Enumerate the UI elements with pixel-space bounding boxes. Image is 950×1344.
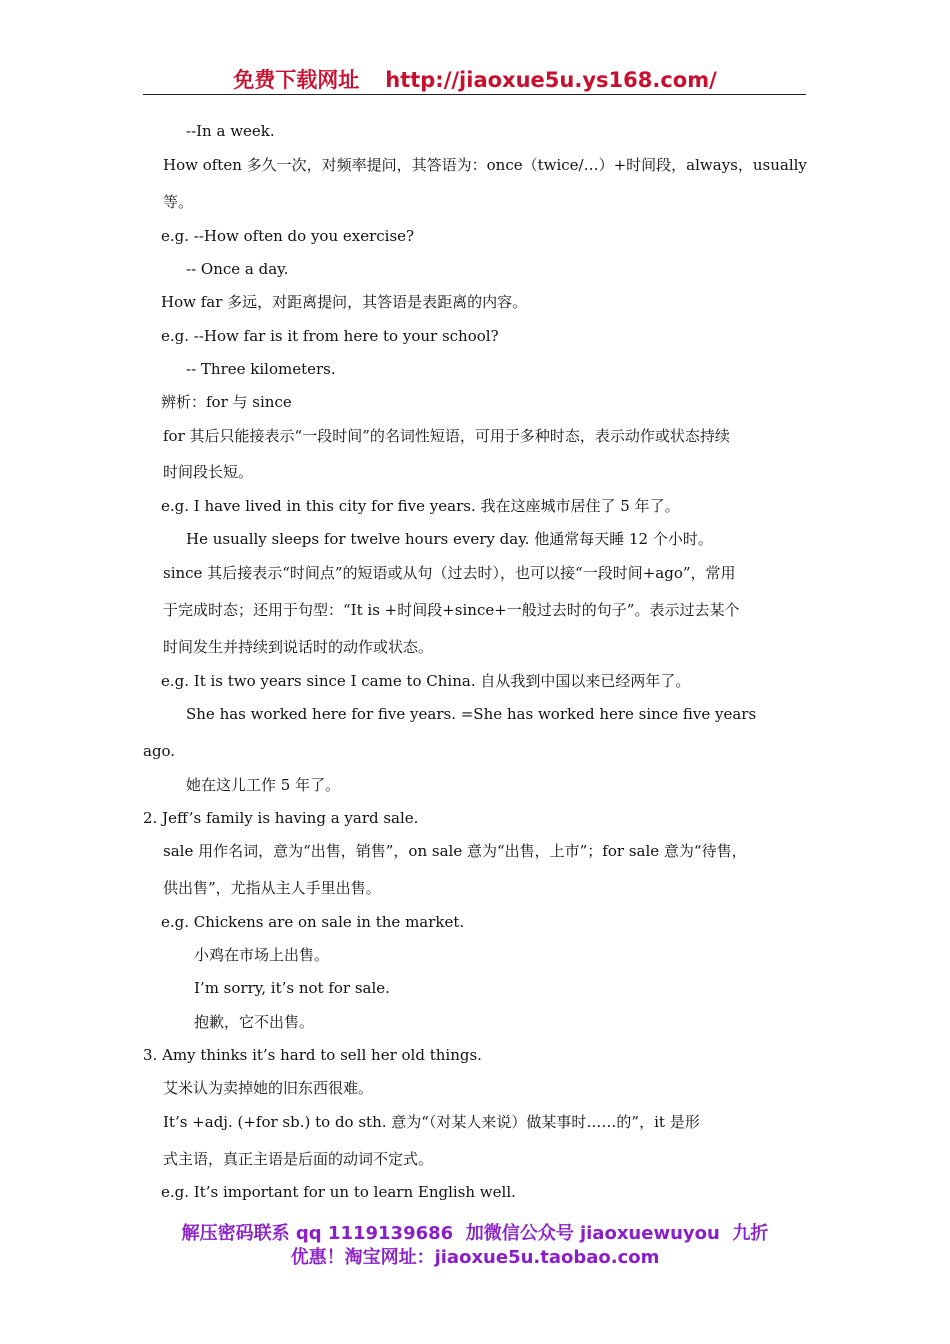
text-line: e.g. --How far is it from here to your school? [161, 327, 499, 345]
text-line: 她在这儿工作 5 年了。 [186, 776, 341, 794]
text-line: sale 用作名词，意为“出售，销售”，on sale 意为“出售，上市”；for sale 意为“待售， [163, 842, 747, 860]
text-line: 于完成时态；还用于句型：“It is +时间段+since+一般过去时的句子”。表示过去某个 [163, 601, 740, 619]
header-label: 免费下载网址 [233, 68, 360, 92]
text-line: 小鸡在市场上出售。 [194, 946, 330, 964]
text-line: --In a week. [186, 122, 275, 140]
text-line: It’s +adj. (+for sb.) to do sth. 意为“（对某人来说）做某事时……的”，it 是形 [163, 1113, 700, 1131]
text-line: 时间段长短。 [163, 463, 254, 481]
text-line: 式主语，真正主语是后面的动词不定式。 [163, 1150, 434, 1168]
header-url: http://jiaoxue5u.ys168.com/ [385, 68, 717, 92]
page-header [0, 64, 950, 94]
text-line: He usually sleeps for twelve hours every day. 他通常每天睡 12 个小时。 [186, 530, 713, 548]
text-line: 艾米认为卖掉她的旧东西很难。 [163, 1079, 374, 1097]
text-line: She has worked here for five years. =She has worked here since five years [186, 705, 757, 723]
text-line: 抱歉，它不出售。 [194, 1013, 315, 1031]
text-line: e.g. It’s important for un to learn English well. [161, 1183, 516, 1201]
text-line: 时间发生并持续到说话时的动作或状态。 [163, 638, 434, 656]
footer-shop-line: 优惠！淘宝网址：jiaoxue5u.taobao.com [290, 1247, 660, 1268]
text-line: How often 多久一次，对频率提问，其答语为：once（twice/…）+时间段，always，usually [163, 156, 807, 174]
text-line: e.g. I have lived in this city for five years. 我在这座城市居住了 5 年了。 [161, 497, 680, 515]
text-line: -- Once a day. [186, 260, 289, 278]
text-line: I’m sorry, it’s not for sale. [194, 979, 390, 997]
header-divider [143, 94, 806, 95]
text-line: since 其后接表示“时间点”的短语或从句（过去时），也可以接“一段时间+ago”，常用 [163, 564, 736, 582]
text-line: 等。 [163, 193, 194, 211]
text-line: 2. Jeff’s family is having a yard sale. [143, 809, 419, 827]
text-line: e.g. --How often do you exercise? [161, 227, 415, 245]
text-line: ago. [143, 742, 176, 760]
text-line: for 其后只能接表示“一段时间”的名词性短语，可用于多种时态，表示动作或状态持续 [163, 427, 730, 445]
text-line: 供出售”，尤指从主人手里出售。 [163, 879, 381, 897]
text-line: -- Three kilometers. [186, 360, 336, 378]
text-line: e.g. It is two years since I came to China. 自从我到中国以来已经两年了。 [161, 672, 691, 690]
text-line: How far 多远，对距离提问，其答语是表距离的内容。 [161, 293, 528, 311]
text-line: 3. Amy thinks it’s hard to sell her old things. [143, 1046, 482, 1064]
text-line: e.g. Chickens are on sale in the market. [161, 913, 465, 931]
footer-contact-line: 解压密码联系 qq 1119139686 加微信公众号 jiaoxuewuyou 九折 [181, 1223, 769, 1244]
text-line: 辨析：for 与 since [161, 393, 292, 411]
